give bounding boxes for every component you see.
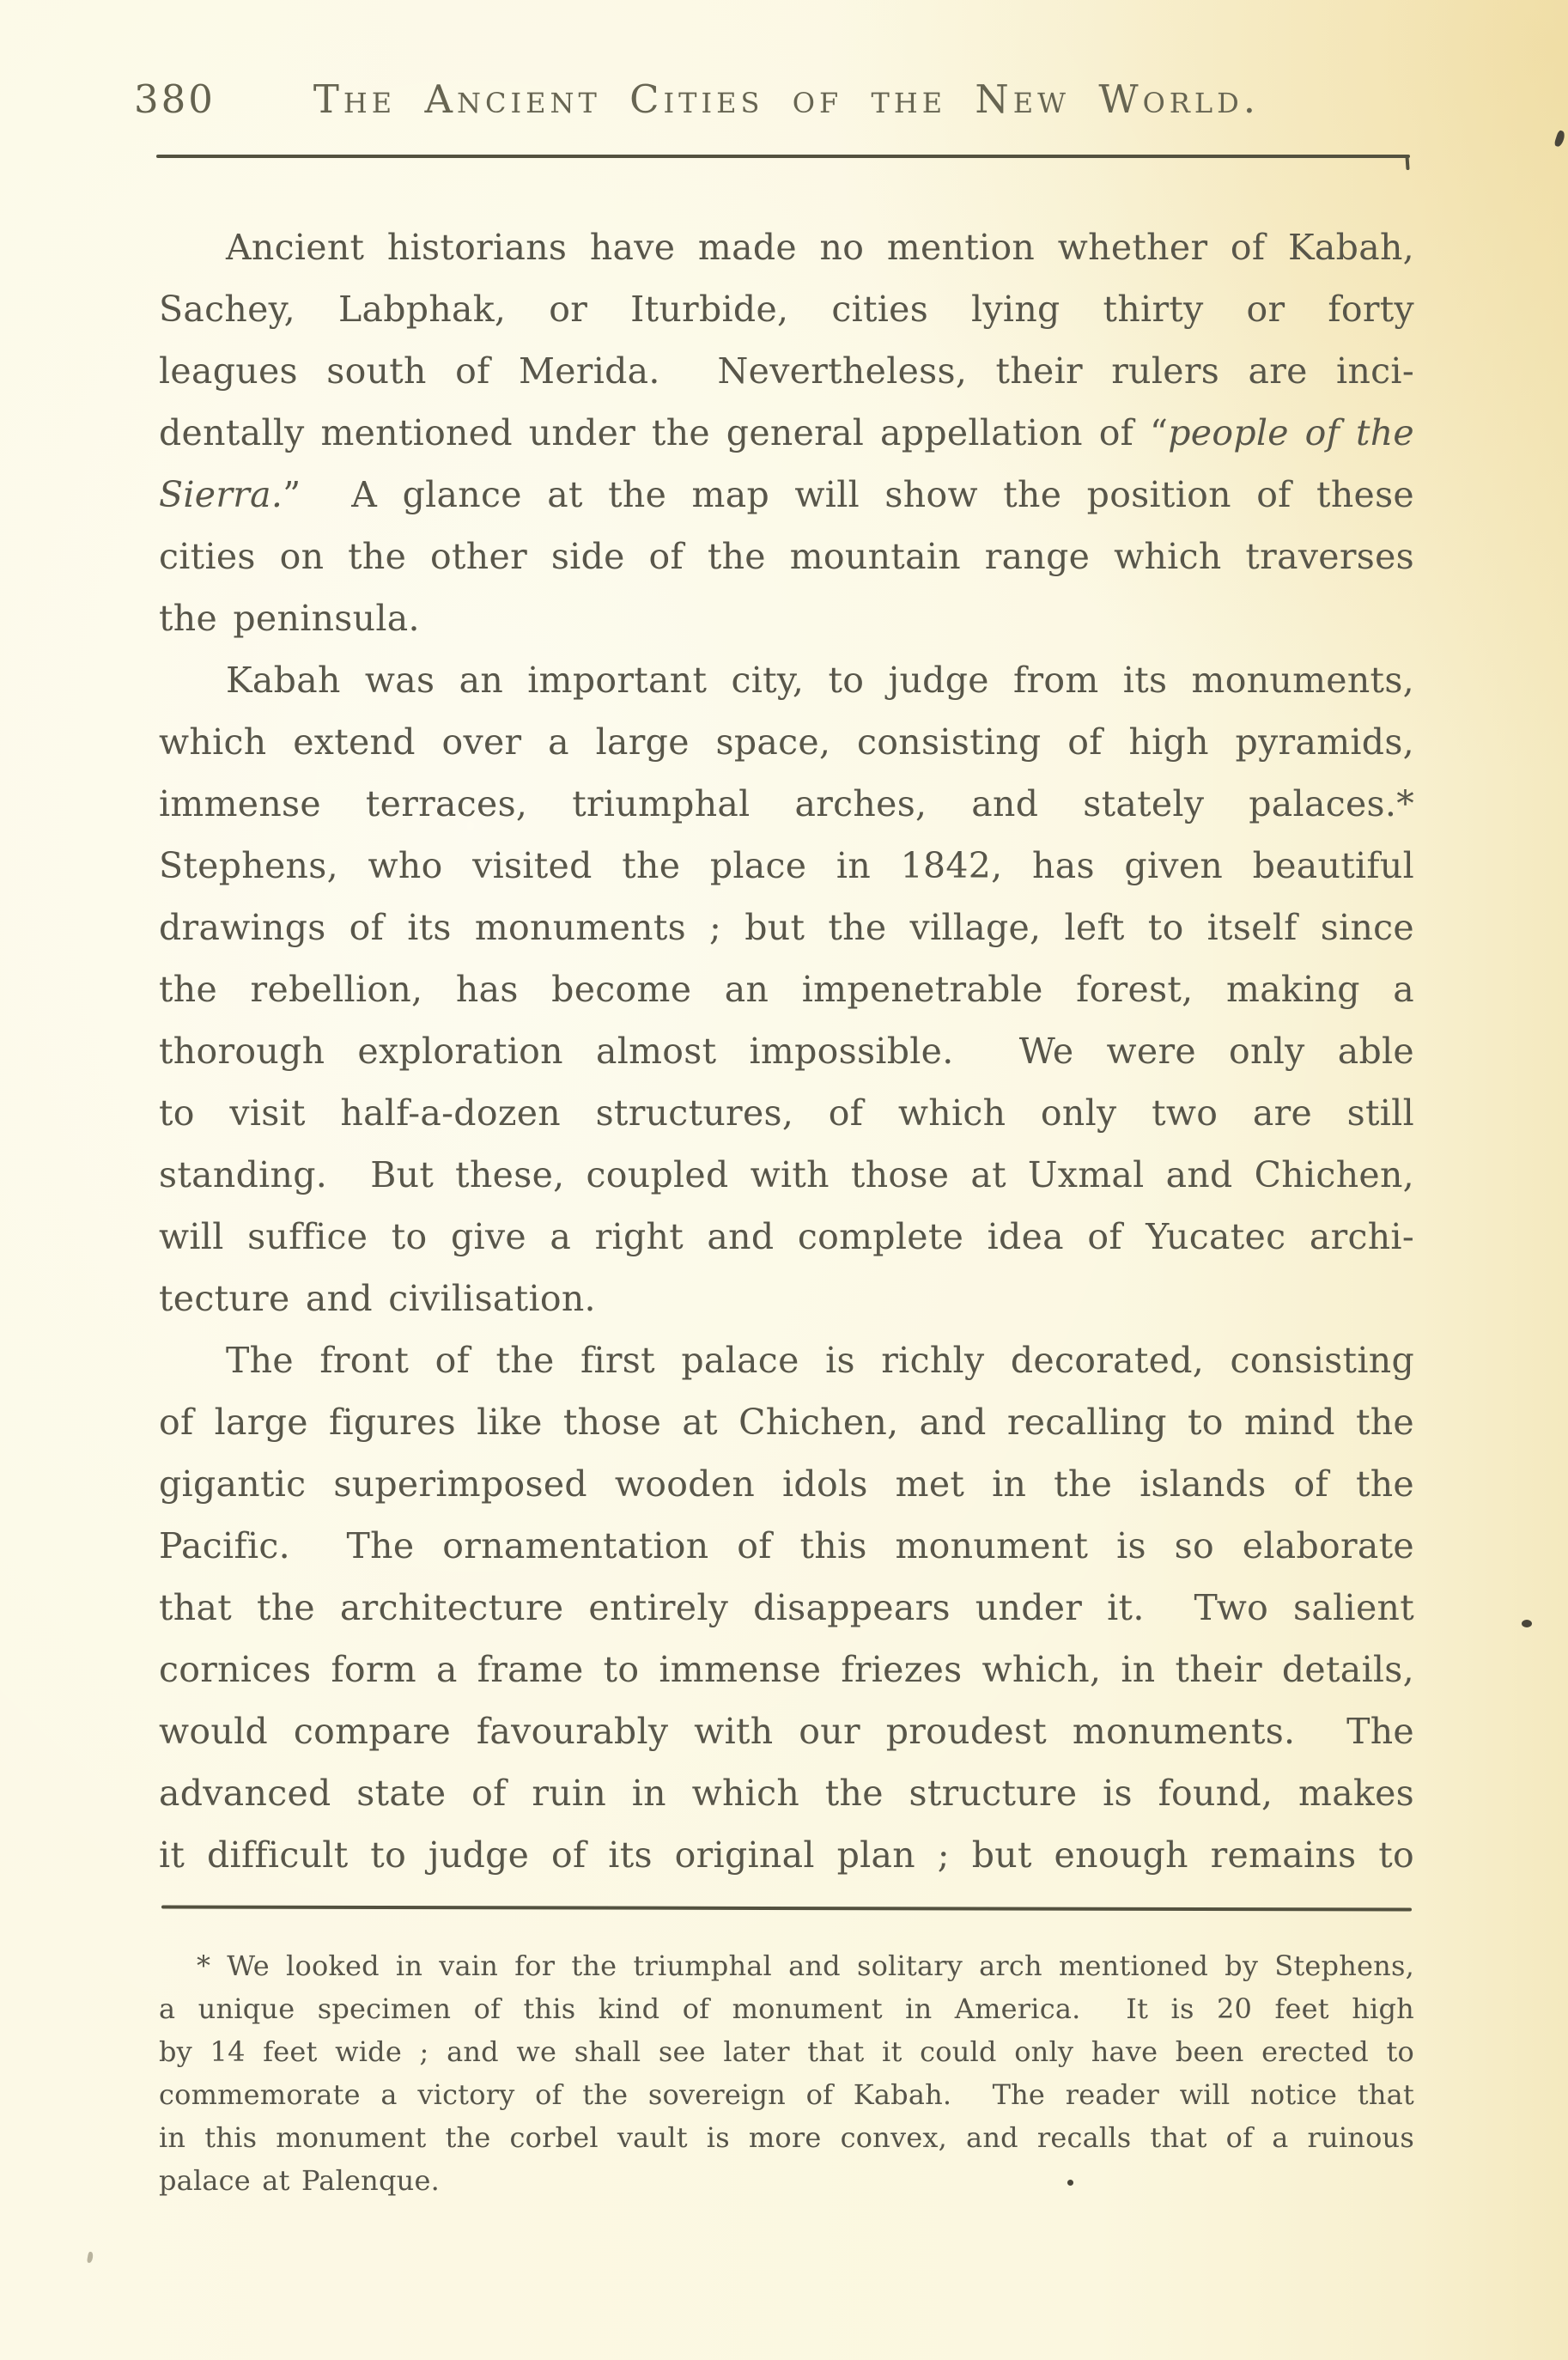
text-line	[159, 958, 1414, 1020]
text-line	[159, 1144, 1414, 1206]
text-segment: leagues south of Merida. Nevertheless, their rulers are inci-	[159, 350, 1414, 392]
text-segment: palace at Palenque.	[159, 2164, 440, 2197]
text-line	[159, 1944, 1414, 1987]
paragraph	[159, 216, 1414, 649]
text-segment: Kabah was an important city, to judge from its monuments,	[226, 660, 1414, 701]
text-line	[159, 2073, 1414, 2116]
stray-period-mark	[1067, 2180, 1073, 2186]
text-segment: The front of the first palace is richly decorated, consisting	[226, 1340, 1414, 1381]
text-segment: in this monument the corbel vault is more convex, and recalls that of a ruinous	[159, 2121, 1414, 2154]
text-line	[159, 1453, 1414, 1515]
text-segment: cornices form a frame to immense friezes which, in their details,	[159, 1649, 1414, 1690]
text-segment: cities on the other side of the mountain range which traverses	[159, 536, 1414, 577]
text-line	[159, 1391, 1414, 1453]
text-segment: dentally mentioned under the general appellation of “	[159, 412, 1169, 453]
running-header: The Ancient Cities of the New World.	[313, 76, 1261, 122]
page-number: 380	[134, 76, 216, 122]
text-line	[159, 1987, 1414, 2030]
text-line	[159, 897, 1414, 958]
footnote-rule	[161, 1905, 1412, 1911]
text-segment: ” A glance at the map will show the position of these	[283, 474, 1414, 515]
text-line	[159, 1824, 1414, 1886]
text-line	[159, 464, 1414, 526]
text-segment: would compare favourably with our proudest monuments. The	[159, 1711, 1414, 1752]
text-line	[159, 1515, 1414, 1577]
text-segment: a unique specimen of this kind of monument in America. It is 20 feet high	[159, 1992, 1414, 2025]
text-line	[159, 1206, 1414, 1268]
text-segment: which extend over a large space, consisting of high pyramids,	[159, 721, 1414, 763]
text-segment: thorough exploration almost impossible. We were only able	[159, 1031, 1414, 1072]
text-segment: standing. But these, coupled with those at Uxmal and Chichen,	[159, 1154, 1414, 1195]
text-segment: advanced state of ruin in which the structure is found, makes	[159, 1773, 1414, 1814]
text-line	[159, 2030, 1414, 2073]
paragraph	[159, 649, 1414, 1329]
text-line	[159, 2116, 1414, 2159]
text-line	[159, 711, 1414, 773]
text-segment: * We looked in vain for the triumphal and solitary arch mentioned by Stephens,	[197, 1949, 1414, 1982]
text-line	[159, 587, 1414, 649]
paragraph	[159, 1329, 1414, 1886]
text-line	[159, 402, 1414, 464]
ink-speck-bottom-left	[87, 2252, 94, 2264]
text-segment: that the architecture entirely disappears under it. Two salient	[159, 1587, 1414, 1628]
text-line	[159, 1268, 1414, 1329]
text-segment: will suffice to give a right and complete idea of Yucatec archi-	[159, 1216, 1414, 1257]
ink-speck-right	[1522, 1620, 1532, 1627]
italic-text: people of the	[1168, 412, 1414, 453]
text-line	[159, 1577, 1414, 1639]
text-line	[159, 1762, 1414, 1824]
text-segment: Sachey, Labphak, or Iturbide, cities lying thirty or forty	[159, 289, 1414, 330]
text-segment: tecture and civilisation.	[159, 1278, 596, 1319]
text-line	[159, 526, 1414, 587]
text-segment: Pacific. The ornamentation of this monument is so elaborate	[159, 1525, 1414, 1566]
text-line	[159, 773, 1414, 835]
text-line	[159, 1082, 1414, 1144]
text-segment: of large figures like those at Chichen, and recalling to mind the	[159, 1402, 1414, 1443]
text-segment: gigantic superimposed wooden idols met in the islands of the	[159, 1463, 1414, 1505]
text-line	[159, 835, 1414, 897]
text-line	[159, 1020, 1414, 1082]
text-segment: the peninsula.	[159, 598, 420, 639]
text-line	[159, 340, 1414, 402]
text-line	[159, 1700, 1414, 1762]
header-rule	[156, 155, 1410, 158]
text-line	[159, 216, 1414, 278]
text-segment: drawings of its monuments ; but the village, left to itself since	[159, 907, 1414, 948]
text-line	[159, 278, 1414, 340]
text-segment: by 14 feet wide ; and we shall see later that it could only have been erected to	[159, 2035, 1414, 2068]
ink-speck-top-right	[1553, 130, 1565, 148]
text-line	[159, 649, 1414, 711]
text-segment: Ancient historians have made no mention whether of Kabah,	[226, 227, 1414, 268]
text-segment: commemorate a victory of the sovereign of Kabah. The reader will notice that	[159, 2078, 1414, 2111]
text-segment: the rebellion, has become an impenetrable forest, making a	[159, 969, 1414, 1010]
body-text	[159, 216, 1414, 1886]
footnote	[159, 1944, 1414, 2202]
text-segment: it difficult to judge of its original plan ; but enough remains to	[159, 1834, 1414, 1876]
text-segment: to visit half-a-dozen structures, of which only two are still	[159, 1092, 1414, 1134]
text-line	[159, 1639, 1414, 1700]
text-segment: immense terraces, triumphal arches, and stately palaces.*	[159, 783, 1414, 824]
text-line	[159, 1329, 1414, 1391]
text-segment: Stephens, who visited the place in 1842, has given beautiful	[159, 845, 1414, 886]
italic-text: Sierra.	[159, 474, 283, 515]
text-line	[159, 2159, 1414, 2202]
